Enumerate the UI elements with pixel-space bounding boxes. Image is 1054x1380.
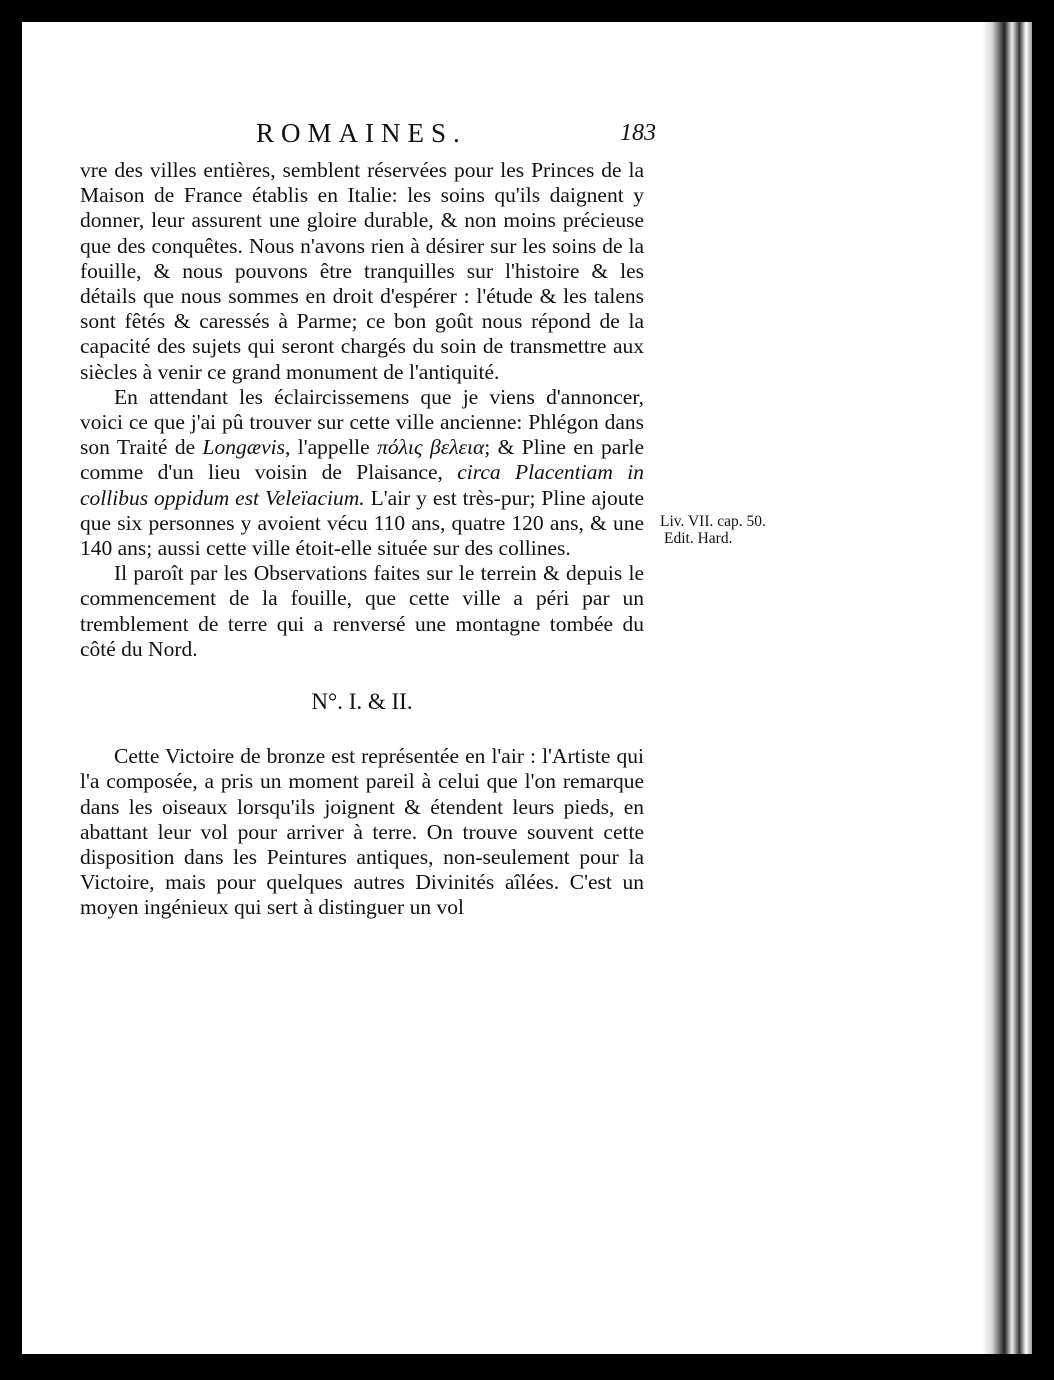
paragraph: Il paroît par les Observations faites sur le terrein & depuis le commencement de la fouille, que cette ville a péri par un tremblement de terre qui a renversé une montagne tombée du côté du Nord. — [80, 561, 644, 661]
page-header — [256, 118, 656, 158]
marginal-note-line: Liv. VII. cap. 50. — [660, 513, 766, 530]
running-head: ROMAINES. — [256, 118, 467, 148]
text-run: En attendant les éclaircissemens que je viens d'annoncer, voici ce que j'ai pû trouver sur cette ville ancienne: Phlégon dans son Traité de — [80, 384, 644, 460]
marginal-note-line: Edit. Hard. — [664, 530, 733, 547]
text-run: ; & Pline en parle comme d'un lieu voisin de Plaisance, — [80, 435, 644, 485]
text-run: , l'appelle — [284, 435, 378, 460]
marginal-note — [660, 513, 800, 547]
page-edge — [982, 22, 1032, 1354]
main-text — [80, 158, 644, 921]
page-number: 183 — [620, 120, 656, 146]
greek-run: πόλις βελεια — [377, 435, 485, 460]
paragraph: Cette Victoire de bronze est représentée en l'air : l'Artiste qui l'a composée, a pris un moment pareil à celui que l'on remarque dans les oiseaux lorsqu'ils joignent & étendent leurs pieds, en abattant leur vol pour arriver à terre. On trouve souvent cette disposition dans les Peintures antiques, non-seulement pour la Victoire, mais pour quelques autres Divinités aîlées. C'est un moyen ingénieux qui sert à distinguer un vol — [80, 744, 644, 920]
text-run: L'air y est très-pur; Pline ajoute que six personnes y avoient vécu 110 ans, quatre 120 ans, & une 140 ans; aussi cette ville étoit-elle située sur des collines. — [80, 485, 644, 561]
italic-run: Longævis — [202, 435, 285, 460]
paragraph — [80, 385, 644, 561]
paragraph: vre des villes entières, semblent réservées pour les Princes de la Maison de France établis en Italie: les soins qu'ils daignent y donner, leur assurent une gloire durable, & non moins précieuse que des conquêtes. Nous n'avons rien à désirer sur les soins de la fouille, & nous pouvons être tranquilles sur l'histoire & les détails que nous sommes en droit d'espérer : l'étude & les talens sont fêtés & caressés à Parme; ce bon goût nous répond de la capacité des sujets qui seront chargés du soin de transmettre aux siècles à venir ce grand monument de l'antiquité. — [80, 158, 644, 384]
section-heading: N°. I. & II. — [311, 689, 413, 715]
italic-run: circa Placentiam in collibus oppidum est Veleïacium. — [80, 460, 644, 510]
